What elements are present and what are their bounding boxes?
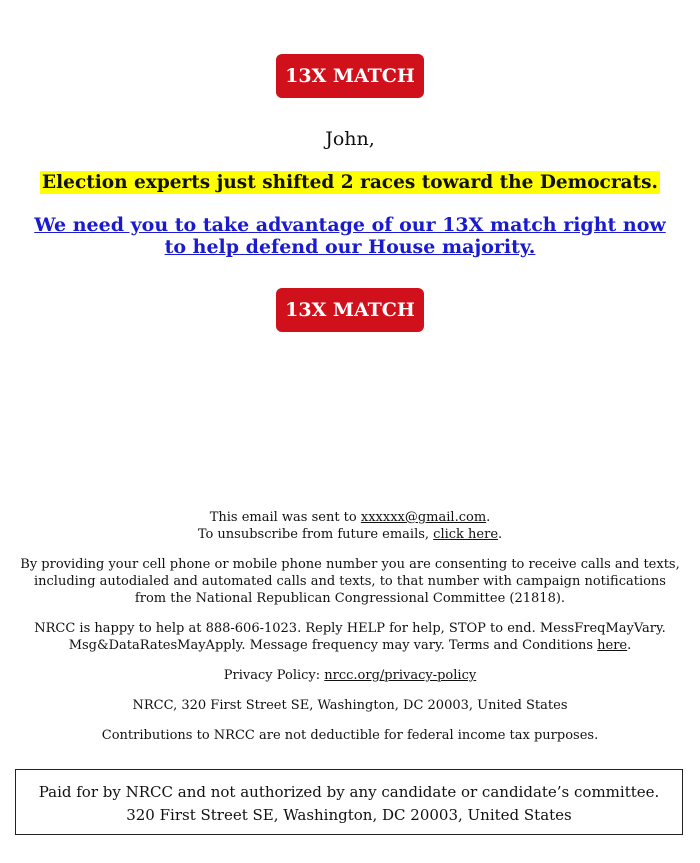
headline bbox=[0, 170, 700, 196]
match-button-top[interactable]: 13X MATCH bbox=[276, 54, 424, 98]
unsubscribe-link[interactable]: click here bbox=[433, 527, 499, 542]
sent-notice bbox=[20, 509, 680, 543]
sent-prefix: This email was sent to bbox=[209, 510, 361, 525]
recipient-email-link[interactable]: xxxxxx@gmail.com bbox=[360, 510, 487, 525]
unsubscribe-suffix: . bbox=[498, 527, 503, 542]
mailing-address: NRCC, 320 First Street SE, Washington, DC 20003, United States bbox=[132, 698, 568, 713]
help-text: NRCC is happy to help at 888-606-1023. Reply HELP for help, STOP to end. MessFreqMayVary. Msg&DataRatesMayApply. Message frequency may vary. Terms and Conditions bbox=[34, 621, 666, 653]
unsubscribe-prefix: To unsubscribe from future emails, bbox=[197, 527, 434, 542]
privacy-notice bbox=[20, 667, 680, 684]
terms-suffix: . bbox=[627, 638, 632, 653]
paid-for-disclaimer: Paid for by NRCC and not authorized by any candidate or candidate’s committee. 320 First Street SE, Washington, DC 20003, United States bbox=[15, 769, 683, 835]
help-notice bbox=[20, 620, 680, 654]
match-button-bottom[interactable]: 13X MATCH bbox=[276, 288, 424, 332]
privacy-policy-link[interactable]: nrcc.org/privacy-policy bbox=[324, 668, 477, 683]
consent-text: By providing your cell phone or mobile phone number you are consenting to receive calls and texts, including autodialed and automated calls and texts, to that number with campaign notifications from the National Republican Congressional Committee (21818). bbox=[20, 557, 680, 606]
greeting: John, bbox=[325, 128, 375, 150]
footer bbox=[20, 509, 680, 757]
cta-link[interactable]: We need you to take advantage of our 13X match right now to help defend our House majority. bbox=[34, 214, 666, 258]
terms-link[interactable]: here bbox=[597, 638, 628, 653]
headline-text: Election experts just shifted 2 races toward the Democrats. bbox=[42, 172, 658, 193]
sent-suffix: . bbox=[486, 510, 491, 525]
tax-disclaimer: Contributions to NRCC are not deductible for federal income tax purposes. bbox=[101, 728, 599, 743]
privacy-prefix: Privacy Policy: bbox=[223, 668, 325, 683]
